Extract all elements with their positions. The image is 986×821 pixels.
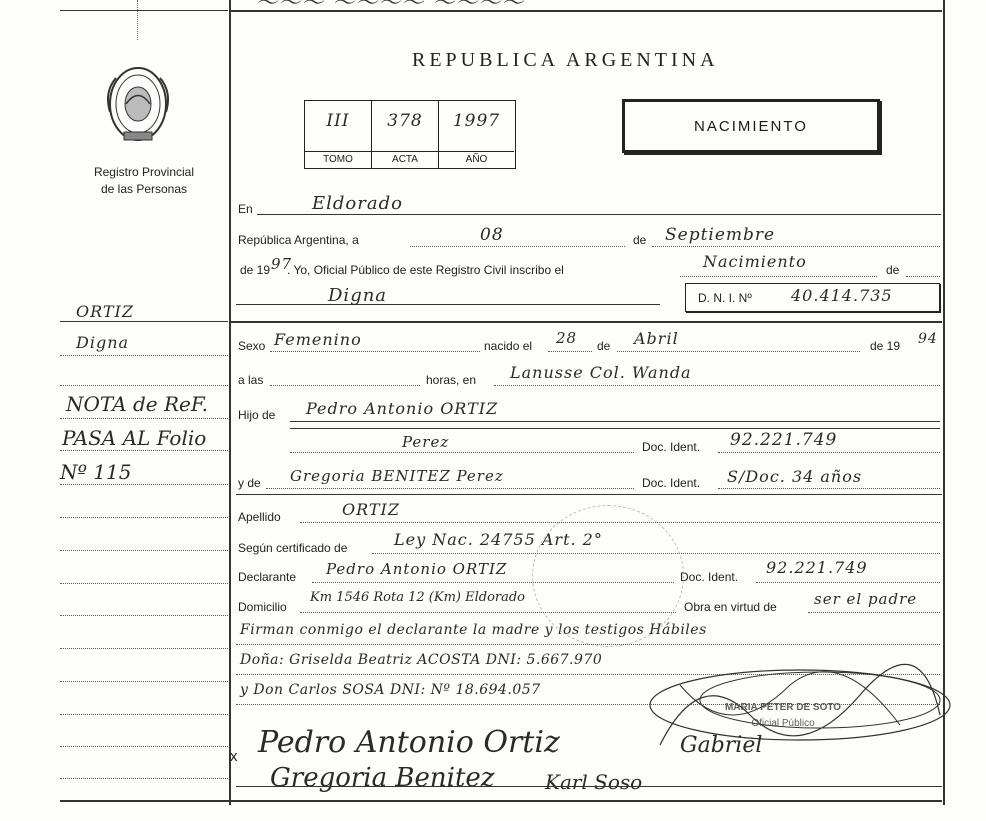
domicilio-value: Km 1546 Rota 12 (Km) Eldorado <box>310 590 526 605</box>
margin-dots-12 <box>60 714 228 715</box>
faint-stamp <box>532 505 684 647</box>
obs-line-2-text: Doña: Griselda Beatriz ACOSTA DNI: 5.667.970 <box>240 652 603 668</box>
alas-label: a las <box>238 373 264 387</box>
record-type-box <box>622 99 880 153</box>
padre-line <box>290 421 940 422</box>
margin-dots-10 <box>60 648 228 649</box>
padre-doc-line <box>718 452 940 453</box>
margin-divider <box>229 0 231 805</box>
margin-dots-3 <box>60 418 228 419</box>
official-seal <box>698 700 868 732</box>
acta-label: ACTA <box>372 151 438 168</box>
dia-value: 08 <box>480 225 504 245</box>
nac-dia-value: 28 <box>556 329 578 347</box>
bottom-rule-2 <box>60 800 942 802</box>
nombre-line <box>236 304 660 305</box>
signature-witness: Karl Soso <box>545 770 643 794</box>
margin-dots-8 <box>60 583 228 584</box>
signature-madre: Gregoria Benitez <box>270 763 495 793</box>
tomo-value: III <box>326 111 350 131</box>
margin-dots-7 <box>60 550 228 551</box>
padre-apellido2-value: Perez <box>402 433 450 451</box>
margin-dots-5 <box>60 484 228 485</box>
obra-label: Obra en virtud de <box>684 600 777 614</box>
margin-dots-4 <box>60 450 228 451</box>
horas-label: horas, en <box>426 373 477 387</box>
de-label-1: de <box>633 233 647 247</box>
left-tick <box>137 0 138 40</box>
ano-label: AÑO <box>439 151 514 168</box>
record-type-label: NACIMIENTO <box>694 117 808 135</box>
padre-line-2 <box>290 428 940 429</box>
doc-ident-label-1: Doc. Ident. <box>642 440 701 454</box>
declarante-label: Declarante <box>238 570 297 584</box>
margin-rule-1 <box>60 321 228 322</box>
de-label-2: de <box>886 263 900 277</box>
padre-value: Pedro Antonio ORTIZ <box>306 399 499 418</box>
ano-value: 1997 <box>452 111 501 131</box>
madre-line <box>266 488 634 489</box>
de-label-3: de <box>597 339 611 353</box>
sexo-line <box>270 351 480 352</box>
dni-value: 40.414.735 <box>791 286 893 305</box>
margin-dots-1 <box>60 355 228 356</box>
margin-dots-6 <box>60 517 228 518</box>
margin-dots-9 <box>60 615 228 616</box>
margin-dots-13 <box>60 746 228 747</box>
acta-value: 378 <box>387 111 423 131</box>
seal-text-2: Oficial Público <box>751 718 815 729</box>
margin-nota-line2: PASA AL Folio <box>62 426 207 450</box>
nacido-label: nacido el <box>484 339 533 353</box>
de-line-2 <box>906 276 940 277</box>
mes-value: Septiembre <box>665 225 776 245</box>
de19-label-2: de 19 <box>870 339 901 353</box>
padre-ap2-line <box>290 452 634 453</box>
signature-mark: x <box>230 748 238 765</box>
declarante-value: Pedro Antonio ORTIZ <box>326 560 508 578</box>
ano-cell <box>439 101 514 168</box>
margin-dots-11 <box>60 681 228 682</box>
signature-official: Gabriel <box>680 733 763 758</box>
margin-nombre: Digna <box>76 333 130 352</box>
margin-nota-line1: NOTA de ReF. <box>66 392 208 416</box>
page-title: REPUBLICA ARGENTINA <box>412 49 719 71</box>
tomo-cell <box>305 101 372 168</box>
registry-seal-icon <box>104 62 172 146</box>
apellido-label: Apellido <box>238 510 281 524</box>
tipo-line <box>680 276 877 277</box>
anio-reg-value: 97 <box>271 255 293 273</box>
padre-doc-value: 92.221.749 <box>730 430 838 450</box>
margin-top-rule <box>60 10 228 11</box>
certificado-value: Ley Nac. 24755 Art. 2° <box>394 530 603 549</box>
tomo-label: TOMO <box>305 151 371 168</box>
lugar-nac-value: Lanusse Col. Wanda <box>510 363 692 382</box>
sexo-label: Sexo <box>238 339 266 353</box>
mes-line <box>652 246 940 247</box>
declarante-doc-line <box>756 582 940 583</box>
signature-declarante: Pedro Antonio Ortiz <box>258 725 560 760</box>
nac-mes-line <box>617 351 860 352</box>
segun-label: Según certificado de <box>238 541 348 555</box>
republica-label: República Argentina, a <box>238 233 359 247</box>
lugar-value: Eldorado <box>312 193 403 214</box>
declarante-doc-value: 92.221.749 <box>766 558 868 577</box>
volume-table <box>304 100 516 169</box>
registry-name-line2: de las Personas <box>100 182 188 196</box>
domicilio-label: Domicilio <box>238 600 287 614</box>
top-rule <box>230 10 942 12</box>
seal-text-1: MARIA PETER DE SOTO <box>724 702 842 713</box>
dni-box <box>685 283 940 312</box>
nac-anio-value: 94 <box>918 331 938 347</box>
dni-label: D. N. I. Nº <box>698 291 752 305</box>
de19-label: de 19 <box>240 263 271 277</box>
obs-line-3-text: y Don Carlos SOSA DNI: Nº 18.694.057 <box>240 682 541 698</box>
hijo-label: Hijo de <box>238 408 276 422</box>
doc-ident-label-3: Doc. Ident. <box>680 570 739 584</box>
en-line <box>257 214 941 215</box>
madre-doc-line <box>718 488 940 489</box>
obra-value: ser el padre <box>814 590 918 608</box>
oficial-text: . Yo, Oficial Público de este Registro Civil inscribo el <box>287 263 564 277</box>
lugar-nac-line <box>494 385 940 386</box>
madre-doc-value: S/Doc. 34 años <box>727 467 863 486</box>
nac-dia-line <box>548 351 592 352</box>
obs-line-1-text: Firman conmigo el declarante la madre y los testigos Hábiles <box>240 622 707 638</box>
nombre-value: Digna <box>328 285 388 306</box>
nac-mes-value: Abril <box>634 329 679 348</box>
section-rule-2 <box>236 494 942 495</box>
madre-value: Gregoria BENITEZ Perez <box>290 467 504 485</box>
yde-label: y de <box>238 476 261 490</box>
section-rule-1 <box>230 321 942 323</box>
margin-apellido: ORTIZ <box>76 302 134 321</box>
registry-name-line1: Registro Provincial <box>93 165 195 179</box>
margin-nota-line3: Nº 115 <box>60 460 132 484</box>
en-label: En <box>238 202 253 216</box>
dia-line <box>410 246 625 247</box>
acta-cell <box>372 101 439 168</box>
margin-dots-2 <box>60 385 228 386</box>
hora-line <box>270 385 420 386</box>
margin-dots-14 <box>60 778 228 779</box>
doc-ident-label-2: Doc. Ident. <box>642 476 701 490</box>
apellido-value: ORTIZ <box>342 500 400 519</box>
sexo-value: Femenino <box>274 330 362 349</box>
tipo-value: Nacimiento <box>703 252 807 271</box>
top-cut-signature: 〜〜〜 〜〜〜〜 〜〜〜〜 <box>255 0 524 16</box>
obra-line <box>808 612 940 613</box>
registry-name <box>60 164 228 198</box>
bottom-rule-1 <box>236 786 942 787</box>
